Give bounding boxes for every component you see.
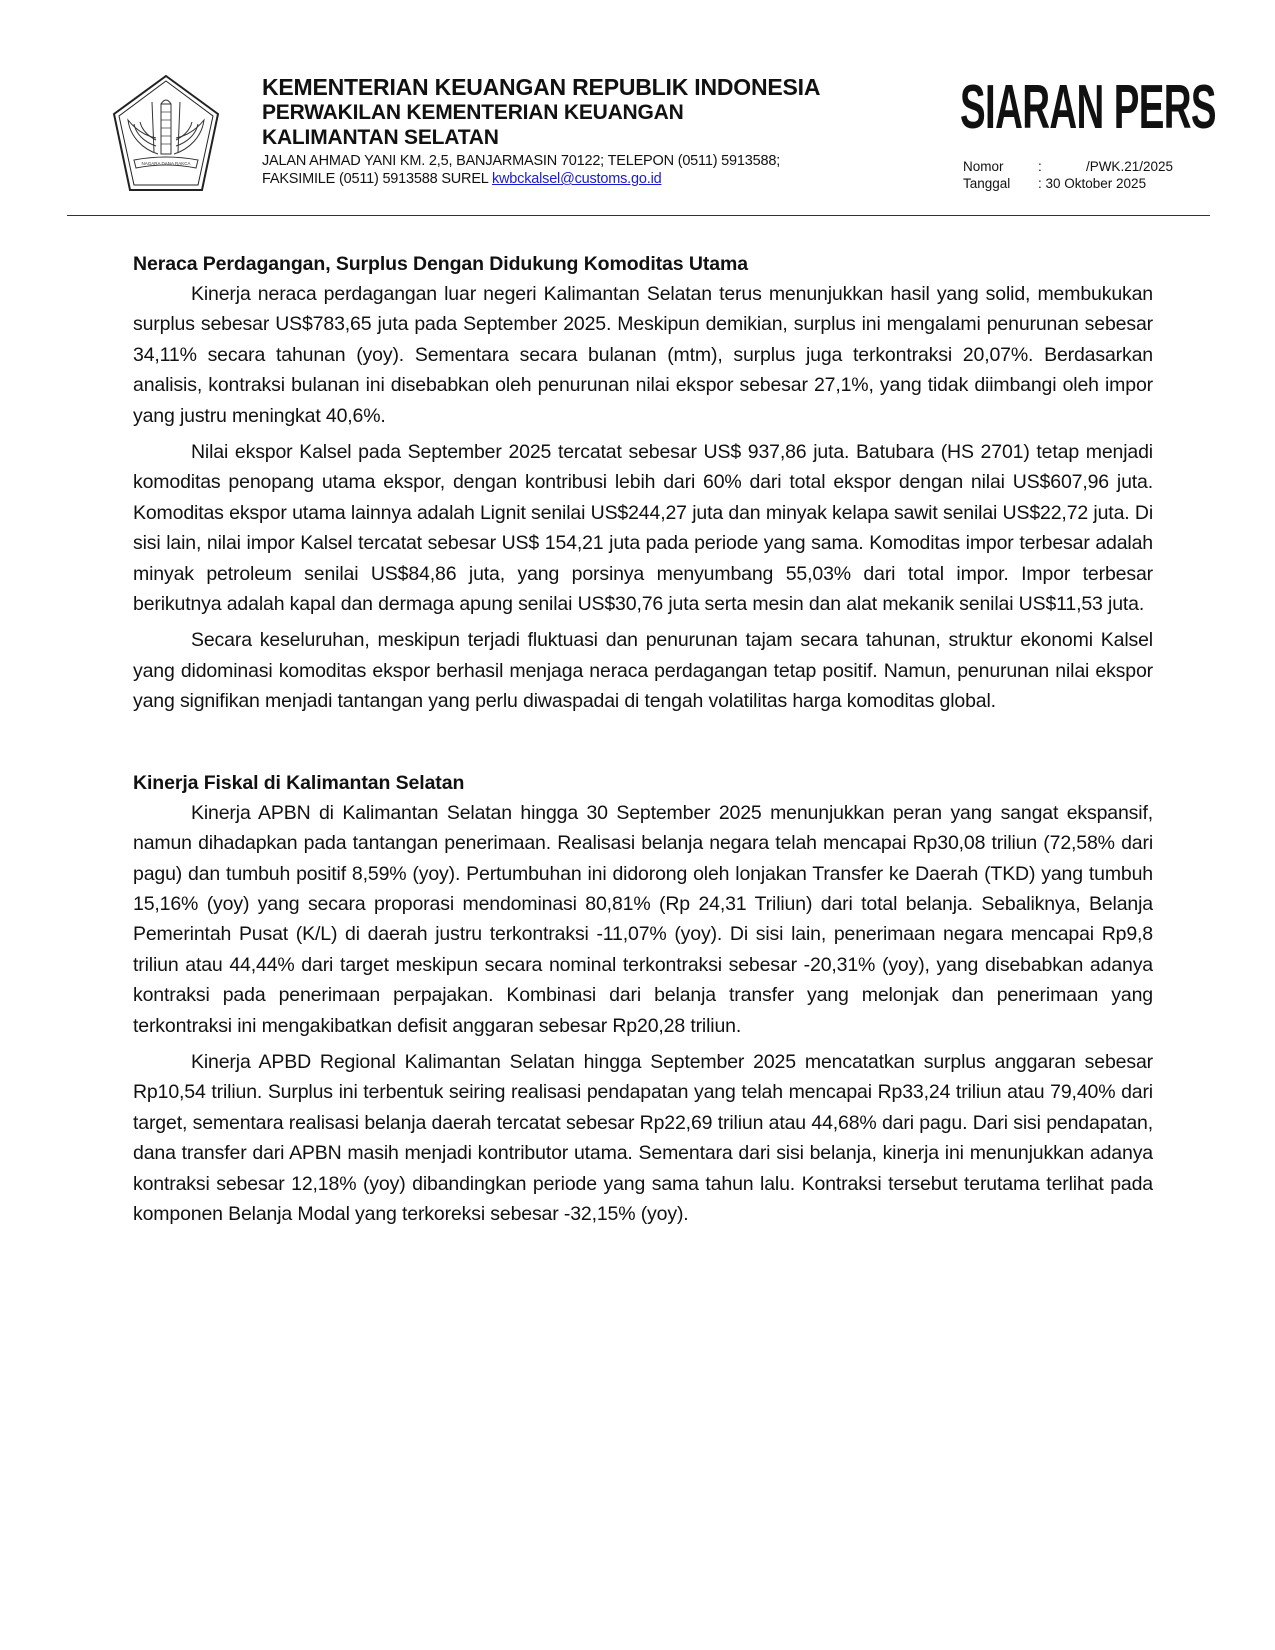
section-title-fiscal: Kinerja Fiskal di Kalimantan Selatan bbox=[133, 771, 465, 794]
email-link[interactable]: kwbckalsel@customs.go.id bbox=[491, 171, 662, 187]
region-name: KALIMANTAN SELATAN bbox=[262, 126, 499, 149]
document-meta bbox=[963, 158, 1173, 192]
svg-text:NAGARA DANA RAKCA: NAGARA DANA RAKCA bbox=[141, 161, 191, 166]
address-line-1: JALAN AHMAD YANI KM. 2,5, BANJARMASIN 70122; TELEPON (0511) 5913588; bbox=[262, 153, 781, 169]
header-divider bbox=[67, 215, 1210, 216]
meta-tanggal bbox=[963, 175, 1173, 192]
organization-header bbox=[262, 74, 902, 188]
address bbox=[262, 152, 902, 188]
press-release-title bbox=[960, 73, 1216, 143]
office-name: PERWAKILAN KEMENTERIAN KEUANGAN bbox=[262, 101, 684, 124]
fax-label: FAKSIMILE (0511) 5913588 SUREL bbox=[262, 171, 492, 187]
paragraph: Kinerja neraca perdagangan luar negeri Kalimantan Selatan terus menunjukkan hasil yang solid, membukukan surplus sebesar US$783,65 juta pada September 2025. Meskipun demikian, surplus ini mengalami penurunan sebesar 34,11% secara tahunan (yoy). Sementara secara bulanan (mtm), surplus juga terkontraksi 20,07%. Berdasarkan analisis, kontraksi bulanan ini disebabkan oleh penurunan nilai ekspor sebesar 27,1%, yang tidak diimbangi oleh impor yang justru meningkat 40,6%. bbox=[133, 283, 1153, 427]
paragraph: Kinerja APBD Regional Kalimantan Selatan hingga September 2025 mencatatkan surplus anggaran sebesar Rp10,54 triliun. Surplus ini terbentuk seiring realisasi pendapatan yang telah mencapai Rp33,24 triliun atau 79,40% dari target, sementara realisasi belanja daerah tercatat sebesar Rp22,69 triliun atau 44,68% dari pagu. Dari sisi pendapatan, dana transfer dari APBN masih menjadi kontributor utama. Sementara dari sisi belanja, kinerja ini menunjukkan adanya kontraksi sebesar 12,18% (yoy) dibandingkan periode yang sama tahun lalu. Kontraksi tersebut terutama terlihat pada komponen Belanja Modal yang terkoreksi sebesar -32,15% (yoy). bbox=[133, 1050, 1153, 1225]
kemenkeu-logo-icon bbox=[112, 74, 220, 192]
nomor-label: Nomor bbox=[963, 159, 1004, 174]
section-title-trade: Neraca Perdagangan, Surplus Dengan Didukung Komoditas Utama bbox=[133, 253, 748, 275]
nomor-value: /PWK.21/2025 bbox=[1085, 159, 1173, 174]
ministry-name: KEMENTERIAN KEUANGAN REPUBLIK INDONESIA bbox=[262, 74, 821, 100]
section-spacer bbox=[133, 723, 1153, 768]
paragraph: Kinerja APBN di Kalimantan Selatan hingga 30 September 2025 menunjukkan peran yang sangat ekspansif, namun dihadapkan pada tantangan penerimaan. Realisasi belanja negara telah mencapai Rp30,08 triliun (72,58% dari pagu) dan tumbuh positif 8,59% (yoy). Pertumbuhan ini didorong oleh lonjakan Transfer ke Daerah (TKD) yang tumbuh 15,16% (yoy) yang secara proporasi mendominasi 80,81% (Rp 24,31 Triliun) dari total belanja. Sebaliknya, Belanja Pemerintah Pusat (K/L) di daerah justru terkontraksi -11,07% (yoy). Di sisi lain, penerimaan negara mencapai Rp9,8 triliun atau 44,44% dari target meskipun secara nominal terkontraksi sebesar -20,31% (yoy), yang disebabkan adanya kontraksi pada penerimaan perpajakan. Kombinasi dari belanja transfer yang melonjak dan penerimaan yang terkontraksi ini mengakibatkan defisit anggaran sebesar Rp20,28 triliun. bbox=[133, 801, 1153, 1037]
meta-nomor bbox=[963, 158, 1173, 175]
paragraph: Nilai ekspor Kalsel pada September 2025 tercatat sebesar US$ 937,86 juta. Batubara (HS 2701) tetap menjadi komoditas penopang utama ekspor, dengan kontribusi lebih dari 60% dari total ekspor dengan nilai US$607,96 juta. Komoditas ekspor utama lainnya adalah Lignit senilai US$244,27 juta dan minyak kelapa sawit senilai US$22,72 juta. Di sisi lain, nilai impor Kalsel tercatat sebesar US$ 154,21 juta pada periode yang sama. Komoditas impor terbesar adalah minyak petroleum senilai US$84,86 juta, yang porsinya menyumbang 55,03% dari total impor. Impor terbesar berikutnya adalah kapal dan dermaga apung senilai US$30,76 juta serta mesin dan alat mekanik senilai US$11,53 juta. bbox=[133, 441, 1153, 616]
document-body bbox=[133, 249, 1153, 1235]
paragraph: Secara keseluruhan, meskipun terjadi fluktuasi dan penurunan tajam secara tahunan, struktur ekonomi Kalsel yang didominasi komoditas ekspor berhasil menjaga neraca perdagangan tetap positif. Namun, penurunan nilai ekspor yang signifikan menjadi tantangan yang perlu diwaspadai di tengah volatilitas harga komoditas global. bbox=[133, 629, 1153, 713]
address-line-2 bbox=[262, 170, 902, 188]
doc-type-label: SIARAN PERS bbox=[960, 73, 1216, 142]
nomor-colon: : bbox=[1038, 159, 1042, 174]
tanggal-label: Tanggal bbox=[963, 176, 1011, 191]
tanggal-value: : 30 Oktober 2025 bbox=[1038, 176, 1147, 191]
